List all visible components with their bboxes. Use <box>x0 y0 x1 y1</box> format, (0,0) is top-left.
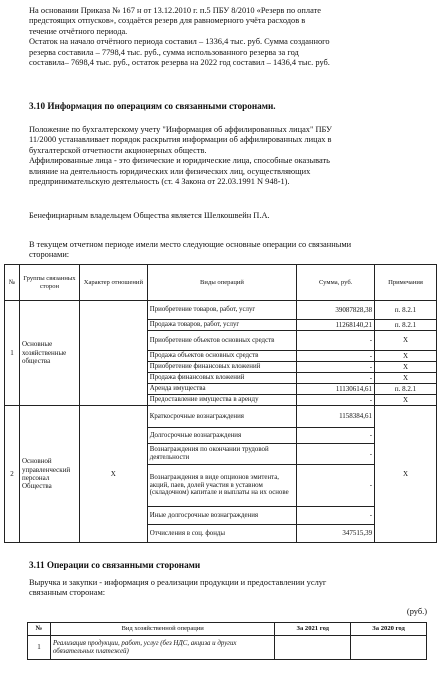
operation-cell: Вознаграждения по окончании трудовой деятельности <box>147 444 297 465</box>
operation-cell: Долгосрочные вознаграждения <box>147 428 297 444</box>
table-header-row <box>5 265 437 301</box>
value-2020-cell <box>351 636 427 660</box>
group-character: Х <box>79 406 147 543</box>
affiliates-regulation-paragraph <box>29 125 429 187</box>
operation-cell: Приобретение товаров, работ, услуг <box>147 301 297 320</box>
header-groups: Группы связанных сторон <box>19 265 79 301</box>
table-header-row <box>28 623 427 636</box>
note-cell: Х <box>375 373 437 384</box>
note-cell: п. 8.2.1 <box>375 301 437 320</box>
text-line: В текущем отчетном периоде имели место следующие основные операции со связанными <box>29 240 352 249</box>
revenue-table <box>27 622 427 660</box>
header-operation-type: Вид хозяйственной операции <box>50 623 274 636</box>
revenue-paragraph <box>29 578 429 599</box>
note-cell: п. 8.2.1 <box>375 384 437 395</box>
group-number: 1 <box>5 301 20 406</box>
amount-cell: 11268140,21 <box>297 320 375 331</box>
table-row <box>5 406 437 428</box>
header-operations: Виды операций <box>147 265 297 301</box>
header-notes: Примечания <box>375 265 437 301</box>
text-line: Остаток на начало отчётного периода составил – 1336,4 тыс. руб. Сумма созданного <box>29 37 330 47</box>
note-cell: Х <box>375 362 437 373</box>
operation-cell: Краткосрочные вознаграждения <box>147 406 297 428</box>
operation-cell: Приобретение финансовых вложений <box>147 362 297 373</box>
beneficiary-paragraph <box>29 211 429 221</box>
unit-label: (руб.) <box>406 607 427 616</box>
note-cell: п. 8.2.1 <box>375 320 437 331</box>
amount-cell: 11130614,61 <box>297 384 375 395</box>
table-row <box>28 636 427 660</box>
amount-cell: - <box>297 395 375 406</box>
text-line: предпринимательскую деятельность (ст. 4 Закона от 22.03.1991 N 948-1). <box>29 177 290 187</box>
text-line: течение отчётного периода. <box>29 26 128 36</box>
text-line: связанным сторонам: <box>29 588 106 598</box>
header-amount: Сумма, руб. <box>297 265 375 301</box>
operation-cell: Реализация продукции, работ, услуг (без НДС, акциза и других обязательных платежей) <box>50 636 274 660</box>
amount-cell: - <box>297 362 375 373</box>
operation-cell: Отчисления в соц. фонды <box>147 525 297 543</box>
operation-cell: Продажа объектов основных средств <box>147 351 297 362</box>
beneficiary-text: Бенефициарным владельцем Общества является Шелкошвейн П.А. <box>29 211 270 220</box>
text-line: составила– 7698,4 тыс. руб., остаток резерва на 2022 год составил – 1436,4 тыс. руб. <box>29 58 330 68</box>
operation-cell: Вознаграждения в виде опционов эмитента, акций, паев, долей участия в уставном (складочном) капитале и выплаты на их основе <box>147 465 297 507</box>
header-2021: За 2021 год <box>275 623 351 636</box>
text-line: Выручка и закупки - информация о реализации продукции и предоставлении услуг <box>29 578 327 587</box>
header-character: Характер отношений <box>79 265 147 301</box>
table-intro-paragraph <box>29 240 429 261</box>
operation-cell: Предоставление имущества в аренду <box>147 395 297 406</box>
text-line: На основании Приказа № 167 н от 13.12.2010 г. п.5 ПБУ 8/2010 «Резерв по оплате <box>29 6 321 15</box>
section-3-11-heading: 3.11 Операции со связанными сторонами <box>29 560 201 570</box>
amount-cell: - <box>297 507 375 525</box>
note-cell: Х <box>375 351 437 362</box>
amount-cell: 347515,39 <box>297 525 375 543</box>
amount-cell: - <box>297 444 375 465</box>
text-line: Аффилированные лица - это физические и юридические лица, способные оказывать <box>29 156 330 166</box>
text-line: влияние на деятельность юридических или физических лиц, осуществляющих <box>29 166 311 176</box>
amount-cell: - <box>297 331 375 351</box>
header-num: № <box>28 623 51 636</box>
amount-cell: - <box>297 373 375 384</box>
note-cell: Х <box>375 331 437 351</box>
amount-cell: 39087828,38 <box>297 301 375 320</box>
group-name: Основной управленческий персонал Общества <box>19 406 79 543</box>
group-number: 2 <box>5 406 20 543</box>
row-number: 1 <box>28 636 51 660</box>
note-cell: Х <box>375 406 437 543</box>
header-num: № <box>5 265 20 301</box>
text-line: бухгалтерской отчетности акционерных обществ. <box>29 145 207 155</box>
reserve-paragraph <box>29 6 429 68</box>
operation-cell: Аренда имущества <box>147 384 297 395</box>
related-parties-table <box>4 264 437 543</box>
amount-cell: 1158384,61 <box>297 406 375 428</box>
amount-cell: - <box>297 465 375 507</box>
text-line: Положение по бухгалтерскому учету "Информация об аффилированных лицах" ПБУ <box>29 125 332 134</box>
group-name: Основные хозяйственные общества <box>19 301 79 406</box>
value-2021-cell <box>275 636 351 660</box>
operation-cell: Продажа финансовых вложений <box>147 373 297 384</box>
header-2020: За 2020 год <box>351 623 427 636</box>
text-line: резерва составила – 7798,4 тыс. руб., сумма использованного резерва за год <box>29 47 299 57</box>
operation-cell: Приобретение объектов основных средств <box>147 331 297 351</box>
operation-cell: Продажа товаров, работ, услуг <box>147 320 297 331</box>
operation-cell: Иные долгосрочные вознаграждения <box>147 507 297 525</box>
amount-cell: - <box>297 428 375 444</box>
amount-cell: - <box>297 351 375 362</box>
text-line: сторонами: <box>29 250 70 260</box>
table-row <box>5 301 437 320</box>
section-3-10-heading: 3.10 Информация по операциям со связанными сторонами. <box>29 101 276 111</box>
group-character <box>79 301 147 406</box>
text-line: предстоящих отпусков», создаётся резерв для равномерного учёта расходов в <box>29 16 306 26</box>
text-line: 11/2000 устанавливает порядок раскрытия информации об аффилированных лицах в <box>29 135 332 145</box>
note-cell: Х <box>375 395 437 406</box>
